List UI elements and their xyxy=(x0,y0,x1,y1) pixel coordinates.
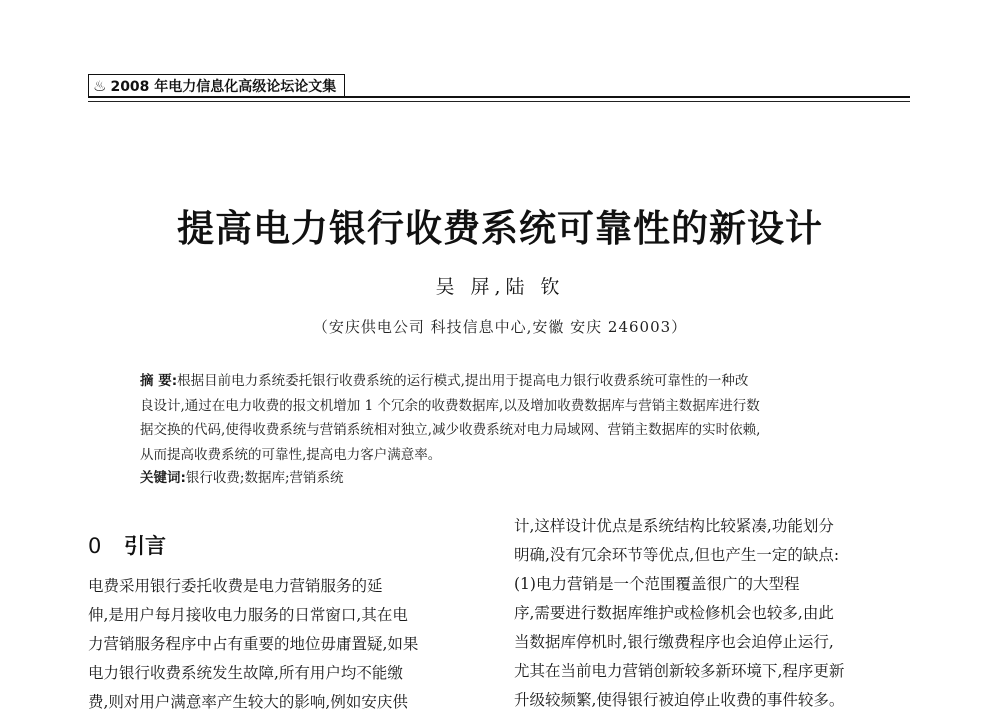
body-line: 尤其在当前电力营销创新较多新环境下,程序更新 xyxy=(514,662,845,680)
left-column xyxy=(88,572,488,717)
paper-title: 提高电力银行收费系统可靠性的新设计 xyxy=(177,207,823,250)
abstract-line: 从而提高收费系统的可靠性,提高电力客户满意率。 xyxy=(140,446,442,463)
header-rule-thin xyxy=(88,101,910,102)
running-header xyxy=(88,74,345,97)
section-title: 引言 xyxy=(124,534,166,558)
body-line: 电费采用银行委托收费是电力营销服务的延 xyxy=(88,577,383,595)
keywords-text: 银行收费;数据库;营销系统 xyxy=(185,470,344,486)
abstract-line: 良设计,通过在电力收费的报文机增加 1 个冗余的收费数据库,以及增加收费数据库与营销主数据库进行数 xyxy=(140,397,760,414)
running-title: 2008 年电力信息化高级论坛论文集 xyxy=(110,79,337,95)
right-column xyxy=(514,512,914,715)
abstract xyxy=(140,369,860,467)
abstract-label: 摘 要: xyxy=(140,373,178,389)
body-line: 费,则对用户满意率产生较大的影响,例如安庆供 xyxy=(88,693,408,711)
body-line: 序,需要进行数据库维护或检修机会也较多,由此 xyxy=(514,604,834,622)
header-rule-thick xyxy=(88,96,910,98)
abstract-line: 摘 要:根据目前电力系统委托银行收费系统的运行模式,提出用于提高电力银行收费系统可靠性的一种改 xyxy=(140,373,749,389)
body-line: 升级较频繁,使得银行被迫停止收费的事件较多。 xyxy=(514,691,845,709)
section-heading xyxy=(88,530,166,560)
body-line: 电力银行收费系统发生故障,所有用户均不能缴 xyxy=(88,664,403,682)
keywords xyxy=(140,466,860,486)
keywords-label: 关键词: xyxy=(140,470,186,486)
section-number: 0 xyxy=(88,534,102,558)
body-line: 伸,是用户每月接收电力服务的日常窗口,其在电 xyxy=(88,606,408,624)
paper-authors: 吴 屏,陆 钦 xyxy=(435,276,565,298)
paper-affiliation: （安庆供电公司 科技信息中心,安徽 安庆 246003） xyxy=(312,318,688,336)
abstract-line: 据交换的代码,使得收费系统与营销系统相对独立,减少收费系统对电力局域网、营销主数据库的实时依赖, xyxy=(140,422,761,438)
body-line: 计,这样设计优点是系统结构比较紧凑,功能划分 xyxy=(514,517,834,535)
conference-logo-icon: ♨ xyxy=(93,77,107,95)
body-line: 明确,没有冗余环节等优点,但也产生一定的缺点: xyxy=(514,546,840,564)
body-line: (1)电力营销是一个范围覆盖很广的大型程 xyxy=(514,575,800,593)
body-line: 当数据库停机时,银行缴费程序也会迫停止运行, xyxy=(514,633,834,651)
body-line: 力营销服务程序中占有重要的地位毋庸置疑,如果 xyxy=(88,635,419,653)
